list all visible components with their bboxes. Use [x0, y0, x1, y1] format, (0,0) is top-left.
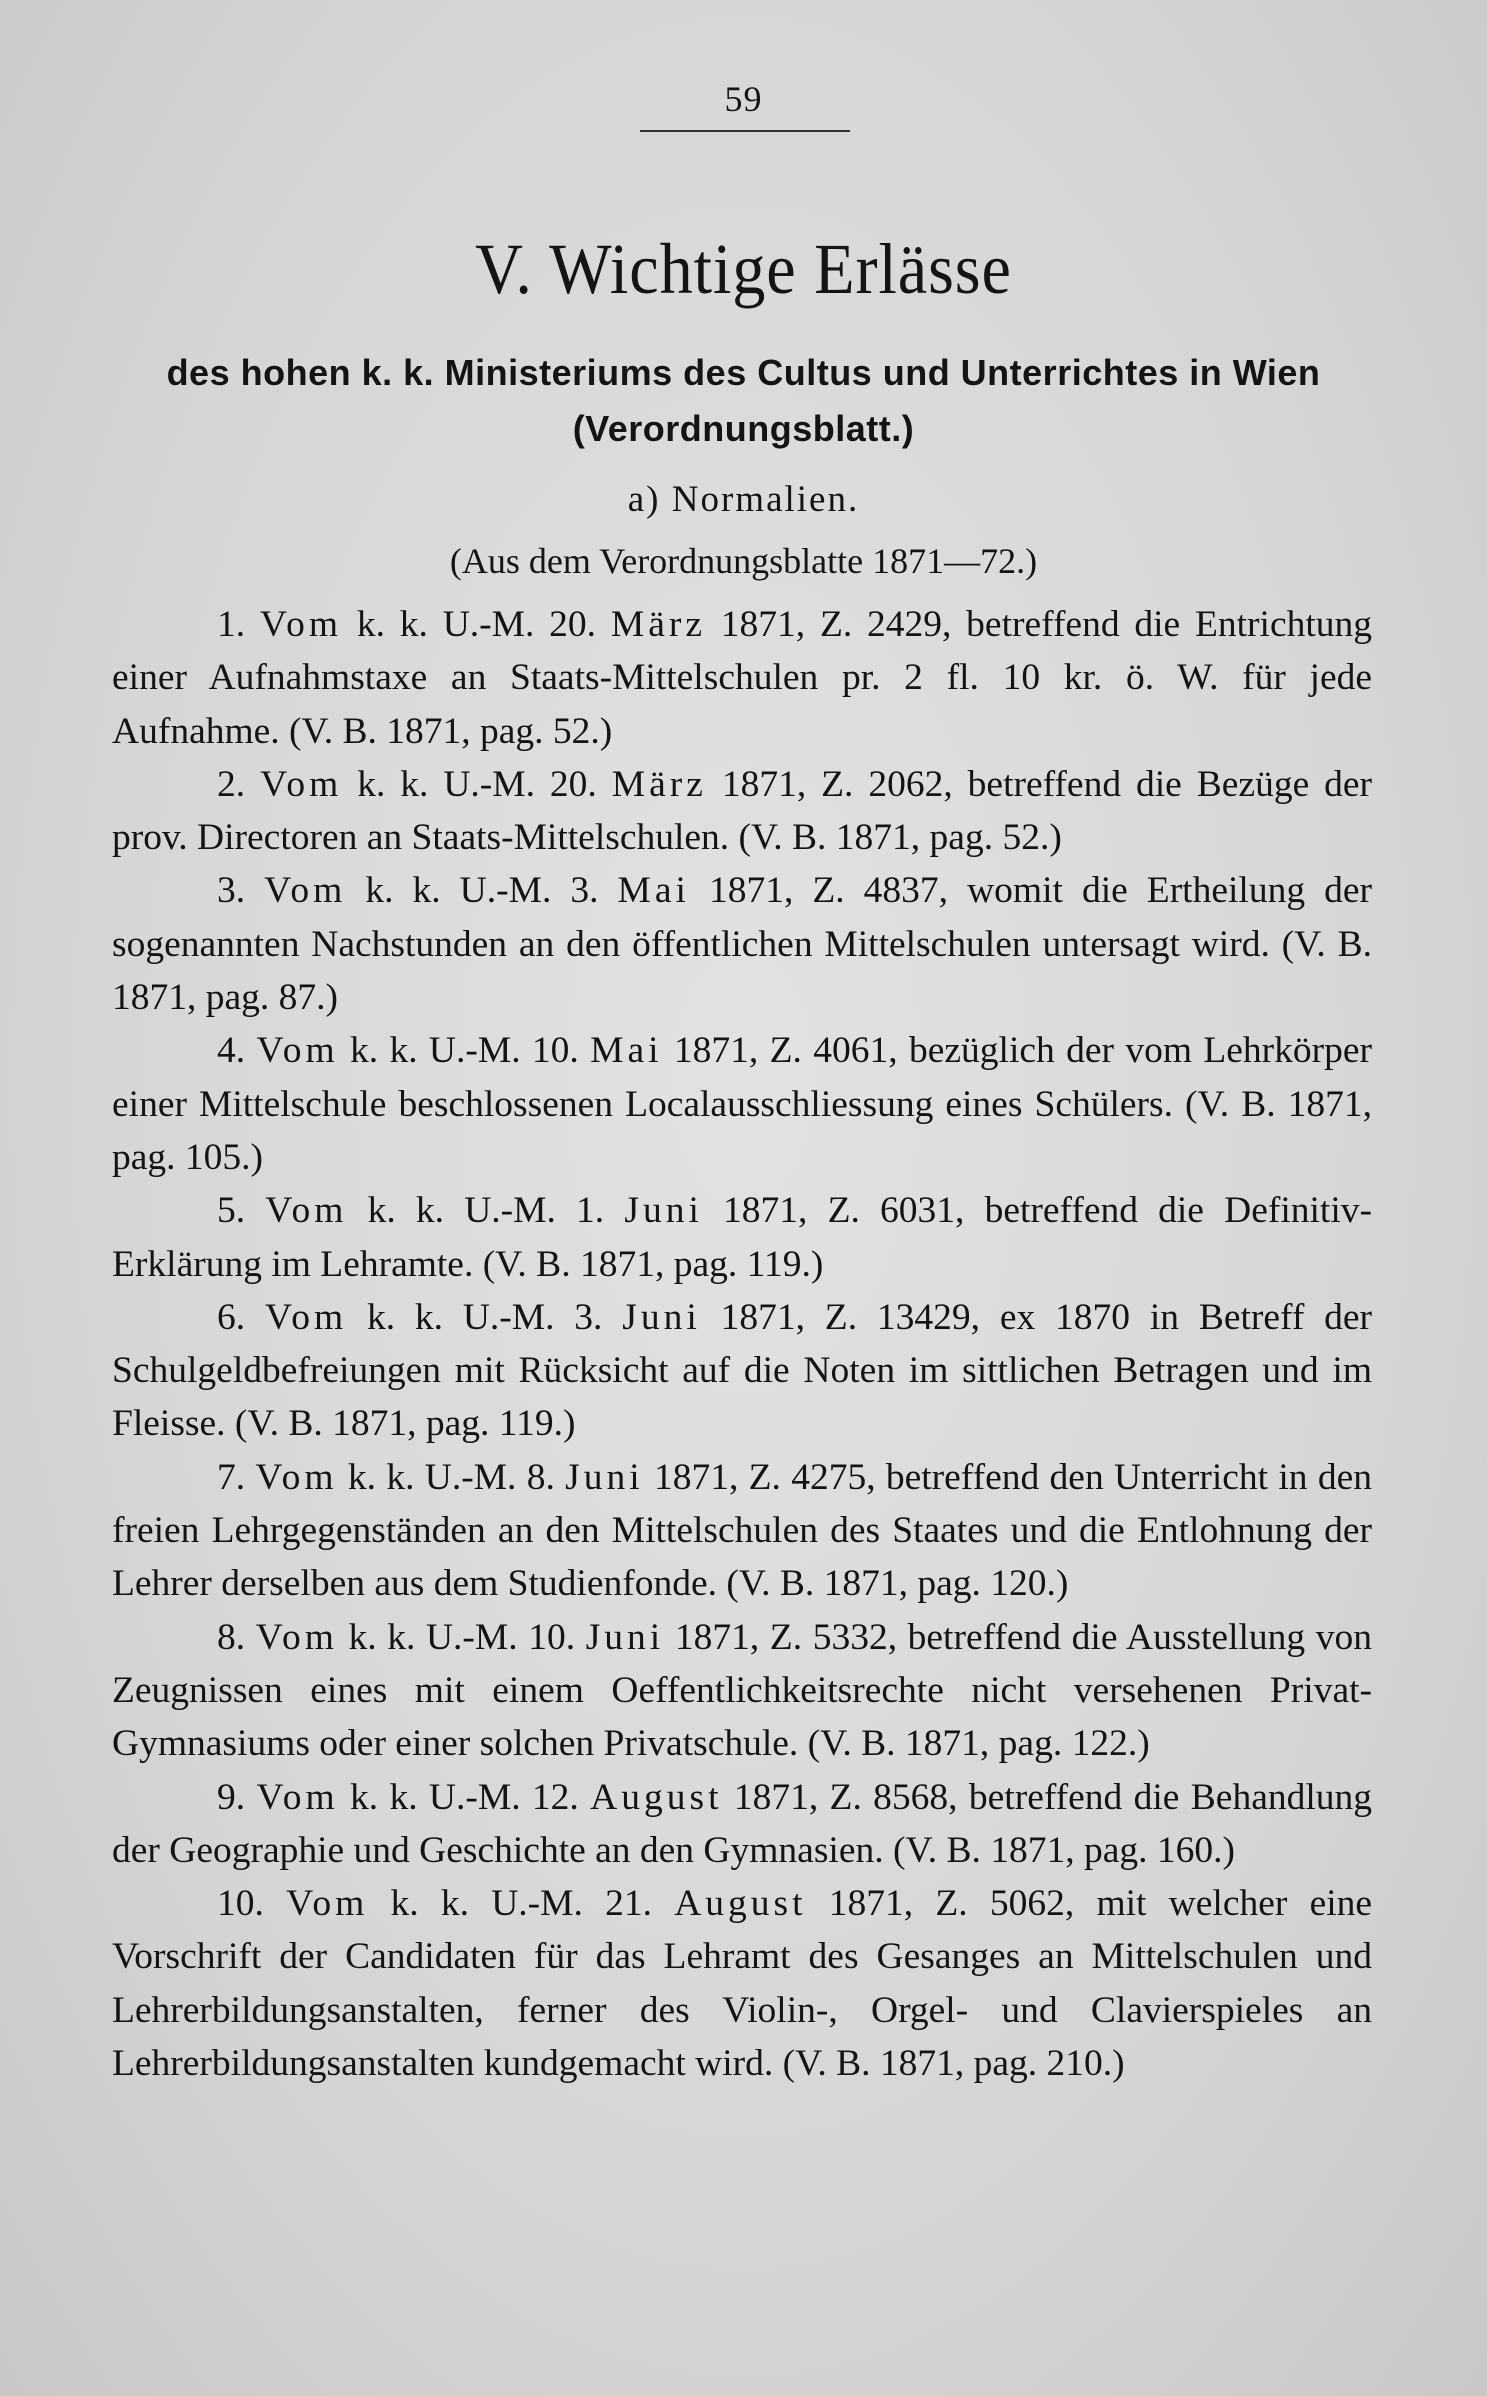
entry-authority: k. k. U.-M. 3.	[365, 870, 599, 912]
entry-vom: Vom	[255, 1616, 338, 1658]
entry-date: Juni	[565, 1456, 644, 1498]
entry-number: 1.	[217, 604, 246, 645]
entries-list	[112, 598, 1372, 2090]
entry-number: 3.	[217, 870, 246, 912]
entry-vom: Vom	[264, 1296, 348, 1338]
entry-date: August	[674, 1883, 807, 1925]
entry-number: 2.	[217, 763, 246, 805]
entry-authority: k. k. U.-M. 20.	[357, 763, 597, 805]
entry-1	[112, 598, 1372, 758]
entry-authority: k. k. U.-M. 20.	[356, 604, 597, 645]
entry-text: 1871, Z. 8568, betreffend die Behandlung der Geographie und Geschichte an den Gymnasien. (V. B. 1871, pag. 160.)	[112, 1776, 1373, 1871]
entry-number: 10.	[217, 1883, 264, 1925]
subheading-ministry: des hohen k. k. Ministeriums des Cultus und Unterrichtes in Wien	[166, 352, 1321, 393]
entry-date: Juni	[622, 1296, 701, 1338]
entry-number: 8.	[217, 1616, 246, 1658]
entry-authority: k. k. U.-M. 21.	[390, 1883, 652, 1925]
entry-vom: Vom	[286, 1883, 369, 1925]
entry-authority: k. k. U.-M. 12.	[349, 1776, 579, 1818]
subheading-verordnungsblatt: (Verordnungsblatt.)	[572, 408, 915, 449]
entry-date: Mai	[590, 1030, 663, 1072]
entry-4	[112, 1024, 1372, 1184]
entry-text: 1871, Z. 5062, mit welcher eine Vorschrift der Candidaten für das Lehramt des Gesanges an Mittelschulen und Lehrerbildungsanstalten, ferner des Violin-, Orgel- und Clavierspieles an Lehrerbildungsanstalten kundgemacht wird. (V. B. 1871, pag. 210.)	[112, 1883, 1373, 2085]
entry-number: 6.	[217, 1296, 246, 1338]
entry-3	[112, 864, 1372, 1024]
entry-vom: Vom	[256, 1776, 339, 1818]
source-line: (Aus dem Verordnungsblatte 1871—72.)	[449, 541, 1038, 581]
entry-date: März	[610, 604, 706, 645]
entry-date: Mai	[617, 870, 690, 912]
entry-authority: k. k. U.-M. 10.	[348, 1616, 576, 1658]
entry-text: 1871, Z. 5332, betreffend die Ausstellung von Zeugnissen eines mit einem Oeffentlichkeitsrechte nicht versehenen Privat-Gymnasiums oder einer solchen Privatschule. (V. B. 1871, pag. 122.)	[112, 1616, 1373, 1765]
entry-date: Juni	[585, 1616, 665, 1658]
entry-5	[112, 1184, 1372, 1291]
entry-date: Juni	[624, 1190, 703, 1232]
entry-vom: Vom	[259, 604, 343, 645]
entry-authority: k. k. U.-M. 10.	[349, 1030, 579, 1072]
entry-text: 1871, Z. 2429, betreffend die Entrichtung einer Aufnahmstaxe an Staats-Mittelschulen pr. 2 fl. 10 kr. ö. W. für jede Aufnahme. (V. B. 1871, pag. 52.)	[112, 604, 1373, 752]
entry-text: 1871, Z. 6031, betreffend die Definitiv-Erklärung im Lehramte. (V. B. 1871, pag. 119.)	[112, 1190, 1372, 1285]
entry-7	[112, 1451, 1372, 1611]
entry-vom: Vom	[265, 1190, 348, 1232]
entry-text: 1871, Z. 2062, betreffend die Bezüge der prov. Directoren an Staats-Mittelschulen. (V. B. 1871, pag. 52.)	[112, 763, 1373, 859]
entry-vom: Vom	[255, 1456, 338, 1498]
entry-8	[112, 1611, 1372, 1771]
section-title: a) Normalien.	[627, 479, 860, 520]
entry-text: 1871, Z. 13429, ex 1870 in Betreff der Schulgeldbefreiungen mit Rücksicht auf die Noten im sittlichen Betragen und im Fleisse. (V. B. 1871, pag. 119.)	[112, 1296, 1373, 1445]
entry-vom: Vom	[260, 763, 343, 805]
entry-date: August	[590, 1776, 723, 1818]
page-number-rule	[640, 130, 850, 132]
entry-authority: k. k. U.-M. 1.	[367, 1190, 605, 1232]
entry-number: 7.	[217, 1456, 246, 1498]
entry-9	[112, 1771, 1372, 1878]
entry-text: 1871, Z. 4275, betreffend den Unterricht in den freien Lehrgegenständen an den Mittelschulen des Staates und die Entlohnung der Lehrer derselben aus dem Studienfonde. (V. B. 1871, pag. 120.)	[112, 1456, 1372, 1605]
entry-2	[112, 758, 1372, 865]
entry-authority: k. k. U.-M. 3.	[366, 1296, 603, 1338]
entry-10	[112, 1877, 1372, 2090]
entry-vom: Vom	[256, 1030, 339, 1072]
entry-6	[112, 1291, 1372, 1451]
entry-number: 9.	[217, 1776, 246, 1818]
entry-number: 5.	[217, 1190, 246, 1232]
entry-date: März	[611, 763, 707, 805]
entry-authority: k. k. U.-M. 8.	[347, 1456, 555, 1498]
page-number: 59	[724, 79, 763, 119]
entry-text: 1871, Z. 4837, womit die Ertheilung der sogenannten Nachstunden an den öffentlichen Mittelschulen untersagt wird. (V. B. 1871, pag. 87.)	[112, 870, 1372, 1019]
page-heading: V. Wichtige Erlässe	[475, 229, 1012, 309]
entry-text: 1871, Z. 4061, bezüglich der vom Lehrkörper einer Mittelschule beschlossenen Localausschliessung eines Schülers. (V. B. 1871, pag. 105.)	[112, 1030, 1372, 1178]
entry-vom: Vom	[264, 870, 347, 912]
entry-number: 4.	[217, 1030, 246, 1072]
